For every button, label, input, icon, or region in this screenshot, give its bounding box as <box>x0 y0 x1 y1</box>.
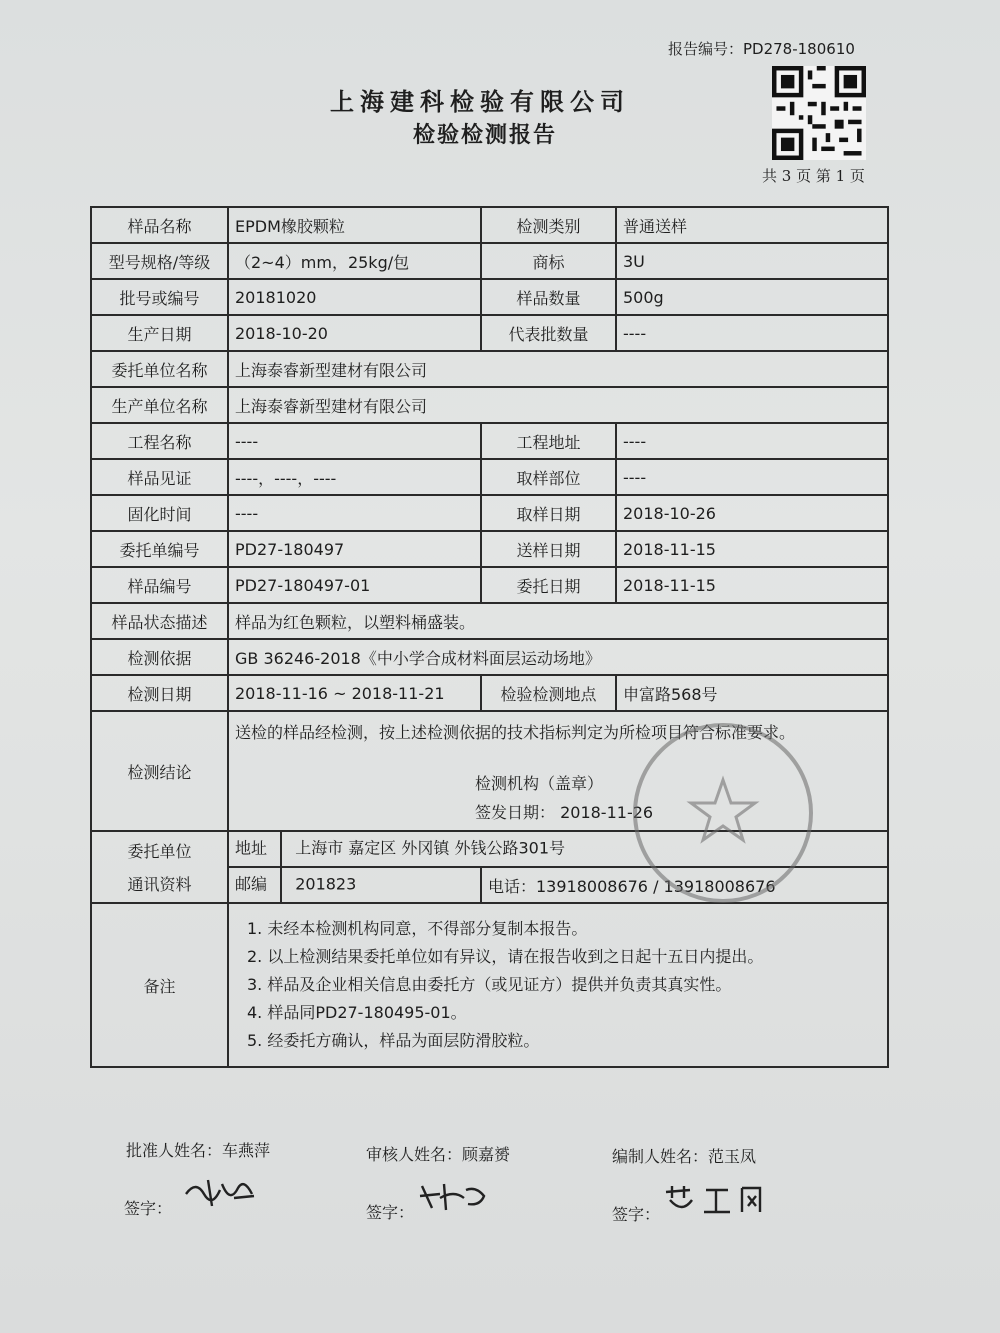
field-value: PD27-180497 <box>228 531 481 567</box>
field-label: 委托单位名称 <box>91 351 228 387</box>
note-item: 5. 经委托方确认，样品为面层防滑胶粒。 <box>247 1031 540 1050</box>
field-label: 样品见证 <box>91 459 228 495</box>
table-row <box>91 603 888 639</box>
field-value: ----，----，---- <box>228 459 481 495</box>
field-label: 批号或编号 <box>91 279 228 315</box>
field-label: 商标 <box>481 243 616 279</box>
field-label: 取样日期 <box>481 495 616 531</box>
sign-label-reviewer: 签字： <box>366 1203 415 1222</box>
table-row <box>91 675 888 711</box>
contact-label <box>91 831 228 903</box>
table-row <box>91 207 888 243</box>
reviewer-name: 审核人姓名：顾嘉赟 <box>366 1145 511 1164</box>
field-label: 检测类别 <box>481 207 616 243</box>
zip-cell <box>228 867 481 903</box>
table-row <box>91 567 888 603</box>
table-row <box>91 315 888 351</box>
field-value: 上海泰睿新型建材有限公司 <box>228 351 888 387</box>
address-value: 上海市 嘉定区 外冈镇 外钱公路301号 <box>295 838 566 858</box>
table-row <box>91 531 888 567</box>
table-row <box>91 639 888 675</box>
field-label: 样品数量 <box>481 279 616 315</box>
field-value: GB 36246-2018《中小学合成材料面层运动场地》 <box>228 639 888 675</box>
field-label: 固化时间 <box>91 495 228 531</box>
issue-date: 签发日期： 2018-11-26 <box>475 803 654 822</box>
field-value: 2018-10-26 <box>616 495 888 531</box>
contact-label-line1: 委托单位 <box>127 842 192 861</box>
conclusion-label: 检测结论 <box>91 711 228 831</box>
field-label: 工程地址 <box>481 423 616 459</box>
field-value: 上海泰睿新型建材有限公司 <box>228 387 888 423</box>
note-item: 2. 以上检测结果委托单位如有异议，请在报告收到之日起十五日内提出。 <box>247 947 764 966</box>
table-row <box>91 243 888 279</box>
field-value: 申富路568号 <box>616 675 888 711</box>
table-row <box>91 387 888 423</box>
report-title: 检验检测报告 <box>412 122 557 148</box>
field-value: 3U <box>616 243 888 279</box>
table-row <box>91 459 888 495</box>
report-number: 报告编号：PD278-180610 <box>668 40 855 58</box>
zip-value: 201823 <box>295 874 357 894</box>
field-value: PD27-180497-01 <box>228 567 481 603</box>
field-value: ---- <box>228 495 481 531</box>
field-label: 工程名称 <box>91 423 228 459</box>
field-label: 型号规格/等级 <box>91 243 228 279</box>
field-value: 样品为红色颗粒，以塑料桶盛装。 <box>228 603 888 639</box>
field-label: 样品名称 <box>91 207 228 243</box>
editor-signature-icon <box>662 1180 772 1220</box>
field-label: 送样日期 <box>481 531 616 567</box>
field-value: 2018-11-15 <box>616 531 888 567</box>
note-item: 1. 未经本检测机构同意，不得部分复制本报告。 <box>247 919 588 938</box>
field-label: 样品状态描述 <box>91 603 228 639</box>
field-label: 检验检测地点 <box>481 675 616 711</box>
field-label: 委托单编号 <box>91 531 228 567</box>
approver-signature-icon <box>182 1172 262 1212</box>
contact-label-line2: 通讯资料 <box>127 875 192 894</box>
field-value: ---- <box>616 459 888 495</box>
official-seal-icon <box>618 718 828 908</box>
field-label: 取样部位 <box>481 459 616 495</box>
field-label: 生产日期 <box>91 315 228 351</box>
field-value: 2018-11-16 ~ 2018-11-21 <box>228 675 481 711</box>
table-row <box>91 351 888 387</box>
field-label: 代表批数量 <box>481 315 616 351</box>
note-item: 4. 样品同PD27-180495-01。 <box>247 1003 467 1022</box>
reviewer-signature-icon <box>416 1176 496 1216</box>
table-row <box>91 279 888 315</box>
field-value: 20181020 <box>228 279 481 315</box>
field-value: 500g <box>616 279 888 315</box>
page-counter: 共 3 页 第 1 页 <box>762 167 865 185</box>
note-item: 3. 样品及企业相关信息由委托方（或见证方）提供并负责其真实性。 <box>247 975 732 994</box>
cell-divider <box>280 868 282 902</box>
field-label: 样品编号 <box>91 567 228 603</box>
qr-code-icon <box>772 66 866 160</box>
field-label: 检测日期 <box>91 675 228 711</box>
field-label: 检测依据 <box>91 639 228 675</box>
sign-label-approver: 签字： <box>124 1199 173 1218</box>
phone-value: 电话：13918008676 / 13918008676 <box>481 867 888 903</box>
field-value: 2018-10-20 <box>228 315 481 351</box>
address-label: 地址 <box>235 838 268 858</box>
table-row <box>91 495 888 531</box>
cell-divider <box>280 832 282 866</box>
notes-cell <box>228 903 888 1067</box>
report-table <box>90 206 889 1068</box>
conclusion-text: 送检的样品经检测，按上述检测依据的技术指标判定为所检项目符合标准要求。 <box>235 723 796 742</box>
field-value: EPDM橡胶颗粒 <box>228 207 481 243</box>
field-value: ---- <box>616 423 888 459</box>
field-value: ---- <box>616 315 888 351</box>
editor-name: 编制人姓名：范玉凤 <box>612 1147 757 1166</box>
table-row <box>91 903 888 1067</box>
field-value: ---- <box>228 423 481 459</box>
field-label: 委托日期 <box>481 567 616 603</box>
company-name: 上海建科检验有限公司 <box>330 87 630 116</box>
field-value: 普通送样 <box>616 207 888 243</box>
field-value: （2~4）mm，25kg/包 <box>228 243 481 279</box>
testing-org: 检测机构（盖章） <box>475 774 604 793</box>
approver-name: 批准人姓名：车燕萍 <box>126 1141 271 1160</box>
field-value: 2018-11-15 <box>616 567 888 603</box>
notes-label: 备注 <box>91 903 228 1067</box>
table-row <box>91 423 888 459</box>
zip-label: 邮编 <box>235 874 268 894</box>
sign-label-editor: 签字： <box>612 1205 661 1224</box>
field-label: 生产单位名称 <box>91 387 228 423</box>
